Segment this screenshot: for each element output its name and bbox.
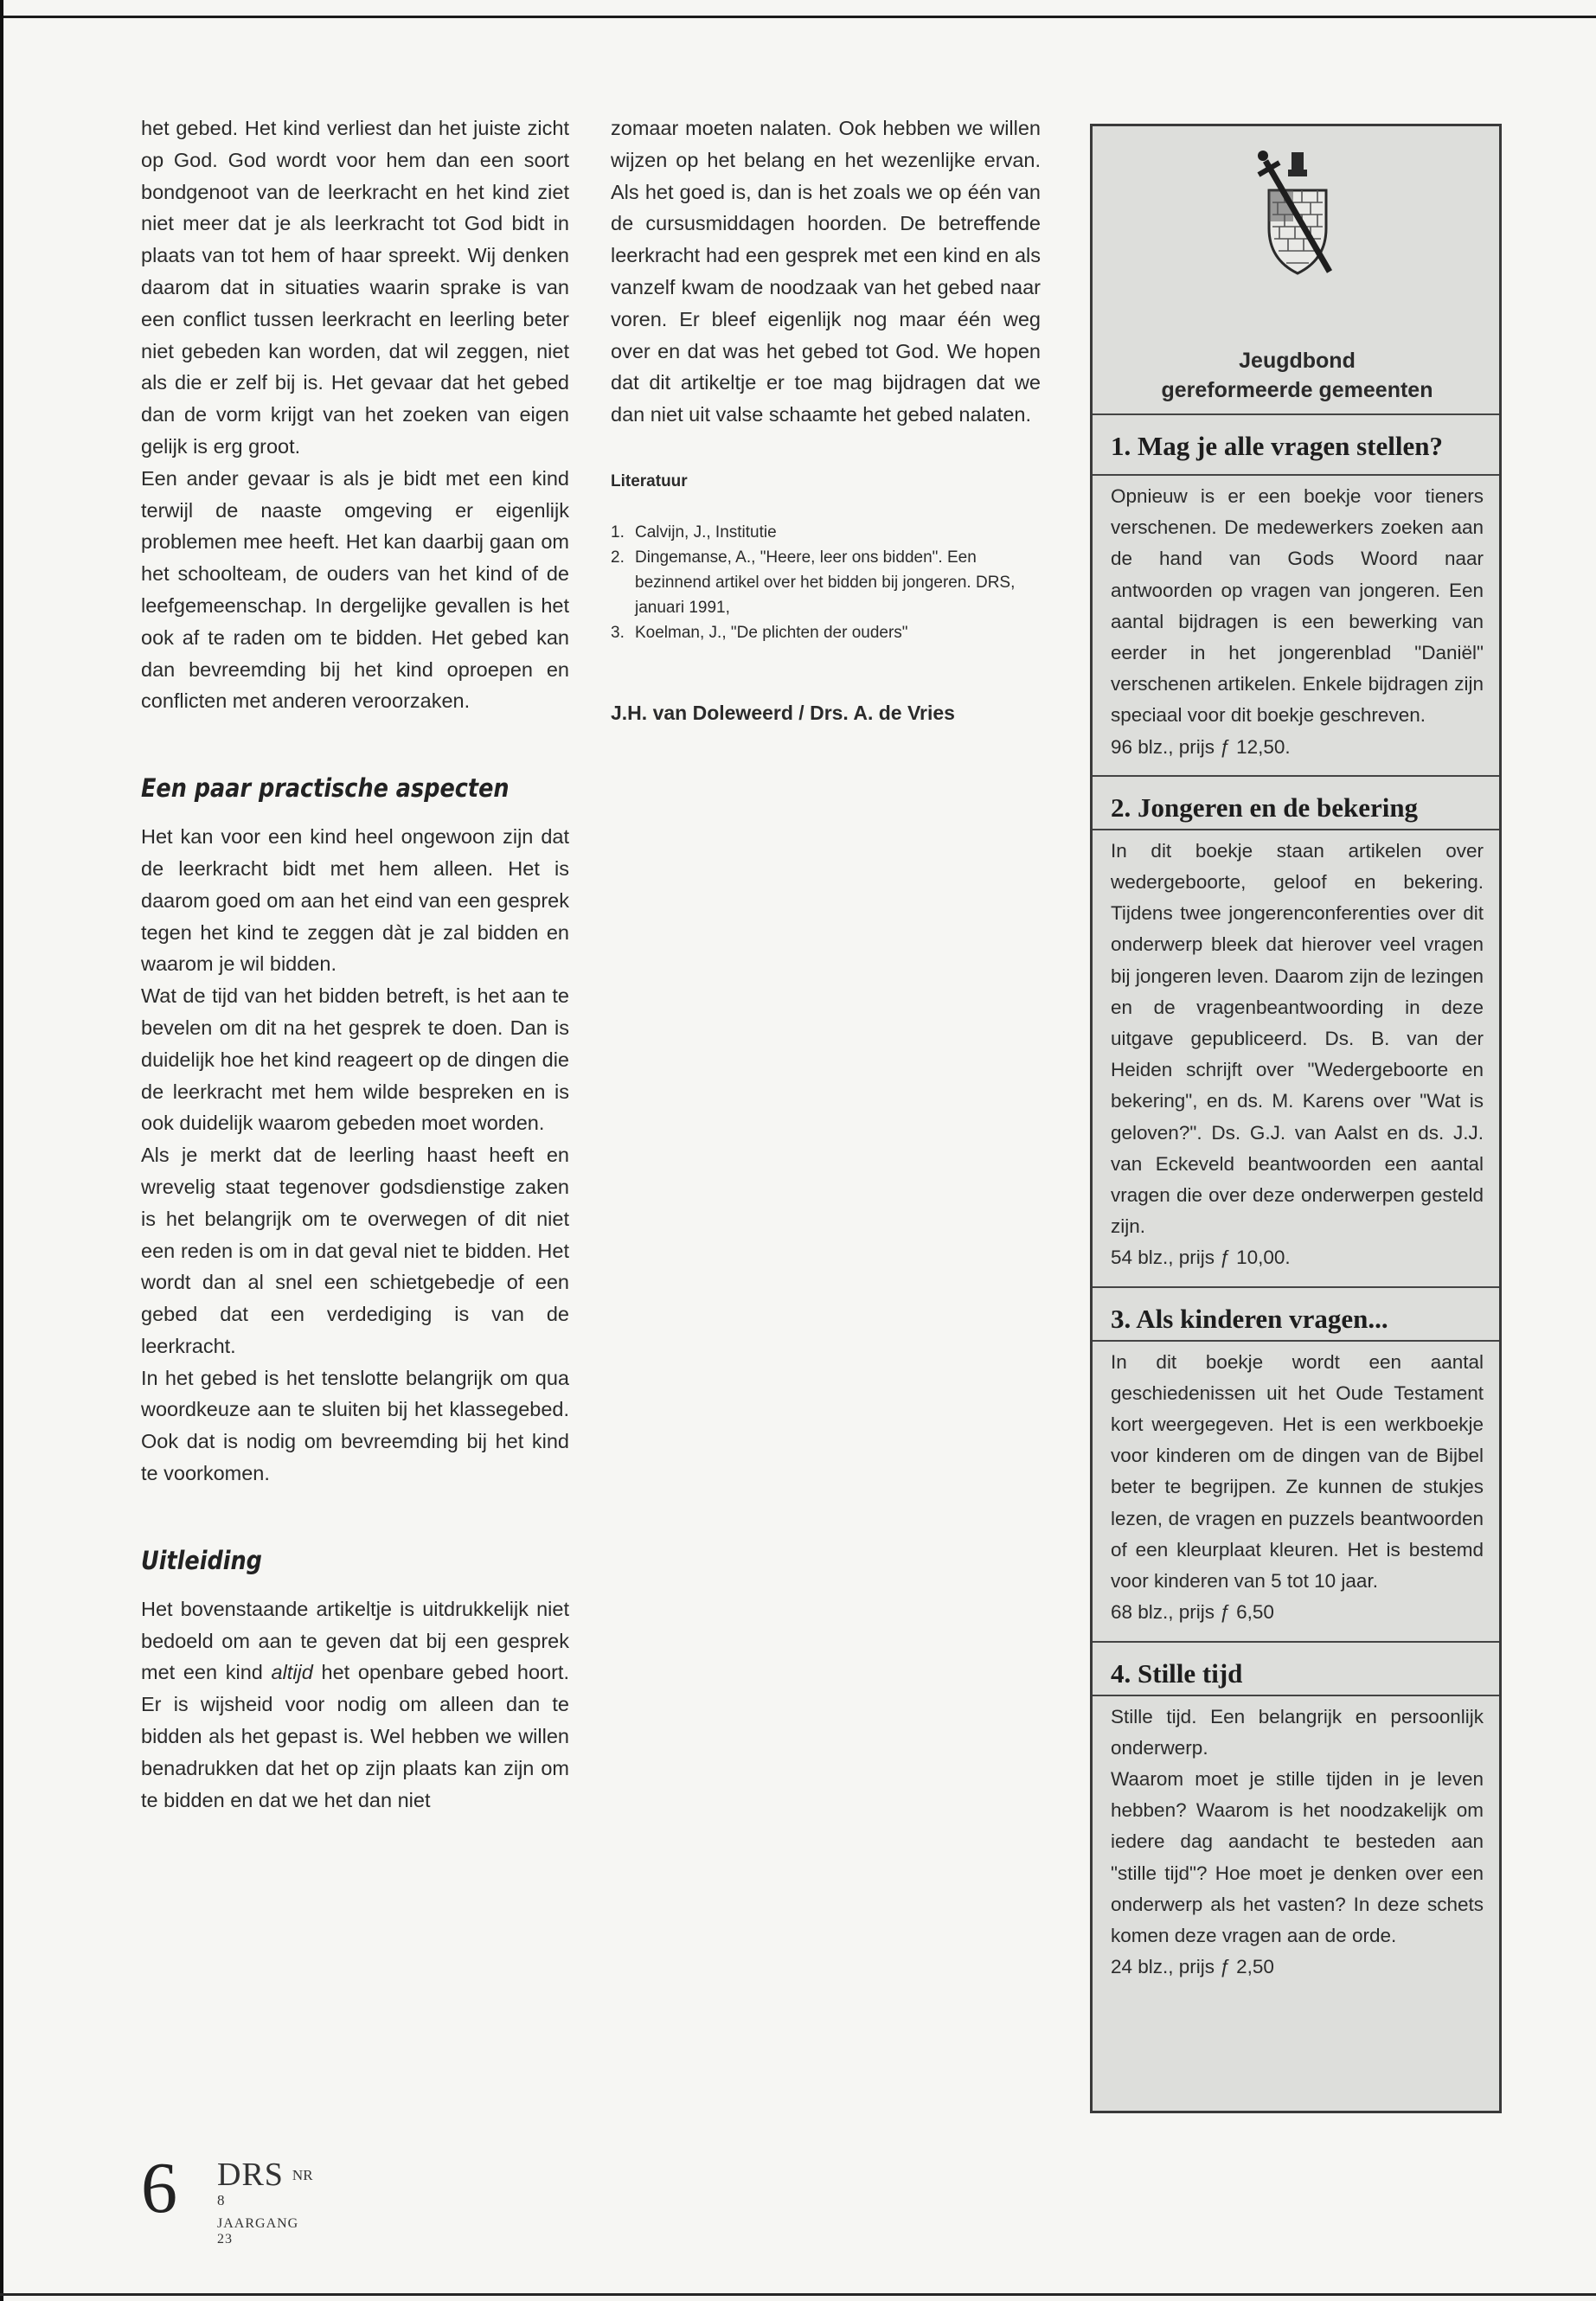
page-left-border <box>0 0 3 2301</box>
body-paragraph: In het gebed is het tenslotte belangrijk om qua woordkeuze aan te sluiten bij het klassegebed. Ook dat is nodig om bevreemding bij het kind te voorkomen. <box>141 1366 569 1485</box>
section-divider <box>1093 413 1499 415</box>
book-description: In dit boekje wordt een aantal geschiedenissen uit het Oude Testament kort weergegeven. Het is een werkboekje voor kinderen om de dingen van de Bijbel beter te begrijpen. Ze kunnen de stukjes lezen, de vragen en puzzels beantwoorden of een kleurplaat kleuren. Het is bestemd voor kinderen van 5 tot 10 jaar. <box>1111 1350 1484 1593</box>
literature-text: Calvijn, J., Institutie <box>635 522 777 542</box>
middle-column <box>611 112 1041 729</box>
magazine-name: DRS <box>217 2157 284 2193</box>
book-title: 4. Stille tijd <box>1111 1657 1243 1689</box>
book-price: 24 blz., prijs ƒ 2,50 <box>1111 1956 1274 1978</box>
book-description: Waarom moet je stille tijden in je leven hebben? Waarom is het noodzakelijk om iedere dag aandacht te besteden aan "stille tijd"? Hoe moet je denken over een onderwerp als het vasten? In deze schets komen deze vragen aan de orde. <box>1111 1767 1484 1946</box>
authors-byline: J.H. van Doleweerd / Drs. A. de Vries <box>611 701 955 724</box>
page-top-border <box>0 16 1596 18</box>
literature-item <box>611 545 1041 620</box>
section-divider <box>1093 1340 1499 1342</box>
organization-name <box>1111 346 1484 405</box>
org-line: Jeugdbond <box>1239 349 1356 373</box>
literature-text: Koelman, J., "De plichten der ouders" <box>635 623 908 642</box>
body-paragraph: Het kan voor een kind heel ongewoon zijn dat de leerkracht bidt met hem alleen. Het is daarom goed om aan het eind van een gesprek tegen het kind te zeggen dàt je zal bidden en waarom je wil bidden. <box>141 825 569 976</box>
body-paragraph: het gebed. Het kind verliest dan het juiste zicht op God. God wordt voor hem dan een soort bondgenoot van de leerkracht en het kind ziet niet meer dat je als leerkracht tot God bidt in plaats van tot hem of haar spreekt. Wij denken daarom dat in situaties waarin sprake is van een conflict tussen leerkracht en leerling beter niet gebeden kan worden, dat wil zeggen, niet als die er zelf bij is. Het gevaar dat het gebed dan de vorm krijgt van het zoeken van eigen gelijk is erg groot. <box>141 117 569 458</box>
section-heading: Een paar practische aspecten <box>141 773 510 804</box>
literature-list <box>611 520 1041 645</box>
book-price: 68 blz., prijs ƒ 6,50 <box>1111 1601 1274 1624</box>
section-divider <box>1093 474 1499 476</box>
book-title: 1. Mag je alle vragen stellen? <box>1111 431 1443 461</box>
section-divider <box>1093 1286 1499 1288</box>
literature-number: 2. <box>611 548 625 567</box>
book-price: 54 blz., prijs ƒ 10,00. <box>1111 1247 1291 1269</box>
issue-number: NR 8 <box>217 2166 313 2208</box>
body-paragraph: Wat de tijd van het bidden betreft, is het aan te bevelen om dit na het gesprek te doen. Dan is duidelijk hoe het kind reageert op de dingen die de leerkracht met hem wilde bespreken en is ook duidelijk waarom gebeden moet worden. <box>141 984 569 1135</box>
volume-label: JAARGANG 23 <box>217 2216 299 2247</box>
literature-item <box>611 520 1041 545</box>
literature-item <box>611 620 1041 645</box>
literature-text: Dingemanse, A., "Heere, leer ons bidden". Een bezinnend artikel over het bidden bij jongeren. DRS, januari 1991, <box>635 548 1016 617</box>
body-paragraph: Als je merkt dat de leerling haast heeft en wrevelig staat tegenover godsdienstige zaken is het belangrijk om te overwegen of dit niet een reden is om in dat geval niet te bidden. Het wordt dan al snel een schietgebedje of een gebed dat een verdediging is van de leerkracht. <box>141 1144 569 1357</box>
emphasis-text: altijd <box>271 1661 313 1684</box>
text-run: Het bovenstaande artikeltje is uitdrukkelijk niet bedoeld om aan te geven dat bij een gesprek met een kind <box>141 1597 569 1684</box>
book-title: 3. Als kinderen vragen... <box>1111 1303 1388 1334</box>
magazine-masthead <box>217 2157 313 2247</box>
section-divider <box>1093 1695 1499 1696</box>
section-heading: Uitleiding <box>141 1545 262 1575</box>
book-price: 96 blz., prijs ƒ 12,50. <box>1111 735 1291 758</box>
book-description: Opnieuw is er een boekje voor tieners verschenen. De medewerkers zoeken aan de hand van Gods Woord naar antwoorden op vragen van jongeren. Een aantal bijdragen is een bewerking van eerder in het jongerenblad "Daniël" verschenen artikelen. Enkele bijdragen zijn speciaal voor dit boekje geschreven. <box>1111 485 1484 727</box>
book-description: In dit boekje staan artikelen over wedergeboorte, geloof en bekering. Tijdens twee jongerenconferenties over dit onderwerp bleek dat hierover veel vragen bij jongeren leven. Daarom zijn de lezingen en de vragenbeantwoording in deze uitgave gepubliceerd. Ds. B. van der Heiden schrijft over "Wedergeboorte en bekering", en ds. M. Karens over "Wat is geloven?". Ds. G.J. van Aalst en ds. J.J. van Eckeveld beantwoorden een aantal vragen die over deze onderwerpen gesteld zijn. <box>1111 839 1484 1238</box>
book-description: Stille tijd. Een belangrijk en persoonlijk onderwerp. <box>1111 1705 1484 1759</box>
book-title: 2. Jongeren en de bekering <box>1111 792 1419 823</box>
org-line: gereformeerde gemeenten <box>1161 378 1433 402</box>
page-number: 6 <box>141 2148 177 2228</box>
shield-sword-icon <box>1250 149 1345 279</box>
literature-heading: Literatuur <box>611 471 688 490</box>
jeugdbond-logo <box>1111 126 1484 320</box>
body-paragraph <box>141 1593 569 1817</box>
page-bottom-border <box>0 2293 1596 2296</box>
left-column <box>141 112 569 1816</box>
section-divider <box>1093 1641 1499 1643</box>
section-divider <box>1093 829 1499 830</box>
body-paragraph: Een ander gevaar is als je bidt met een kind terwijl de naaste omgeving er eigenlijk problemen mee heeft. Het kan daarbij gaan om het schoolteam, de ouders van het kind of de leefgemeenschap. In dergelijke gevallen is het ook af te raden om te bidden. Het gebed kan dan bevreemding bij het kind oproepen en conflicten met anderen veroorzaken. <box>141 466 569 713</box>
literature-number: 3. <box>611 623 625 642</box>
text-run: het openbare gebed hoort. Er is wijsheid voor nodig om alleen dan te bidden als het gepast is. Wel hebben we willen benadrukken dat het op zijn plaats kan zijn om te bidden en dat we het dan niet <box>141 1661 569 1811</box>
book-announcements-box <box>1090 124 1502 2113</box>
literature-number: 1. <box>611 522 625 542</box>
body-paragraph: zomaar moeten nalaten. Ook hebben we willen wijzen op het belang en het wezenlijke ervan. Als het goed is, dan is het zoals we op één van de cursusmiddagen hoorden. De betreffende leerkracht had een gesprek met een kind en als vanzelf kwam de noodzaak van het gebed naar voren. Er bleef eigenlijk nog maar één weg over en dat was het gebed tot God. We hopen dat dit artikeltje er toe mag bijdragen dat we dan niet uit valse schaamte het gebed nalaten. <box>611 117 1041 426</box>
section-divider <box>1093 775 1499 777</box>
